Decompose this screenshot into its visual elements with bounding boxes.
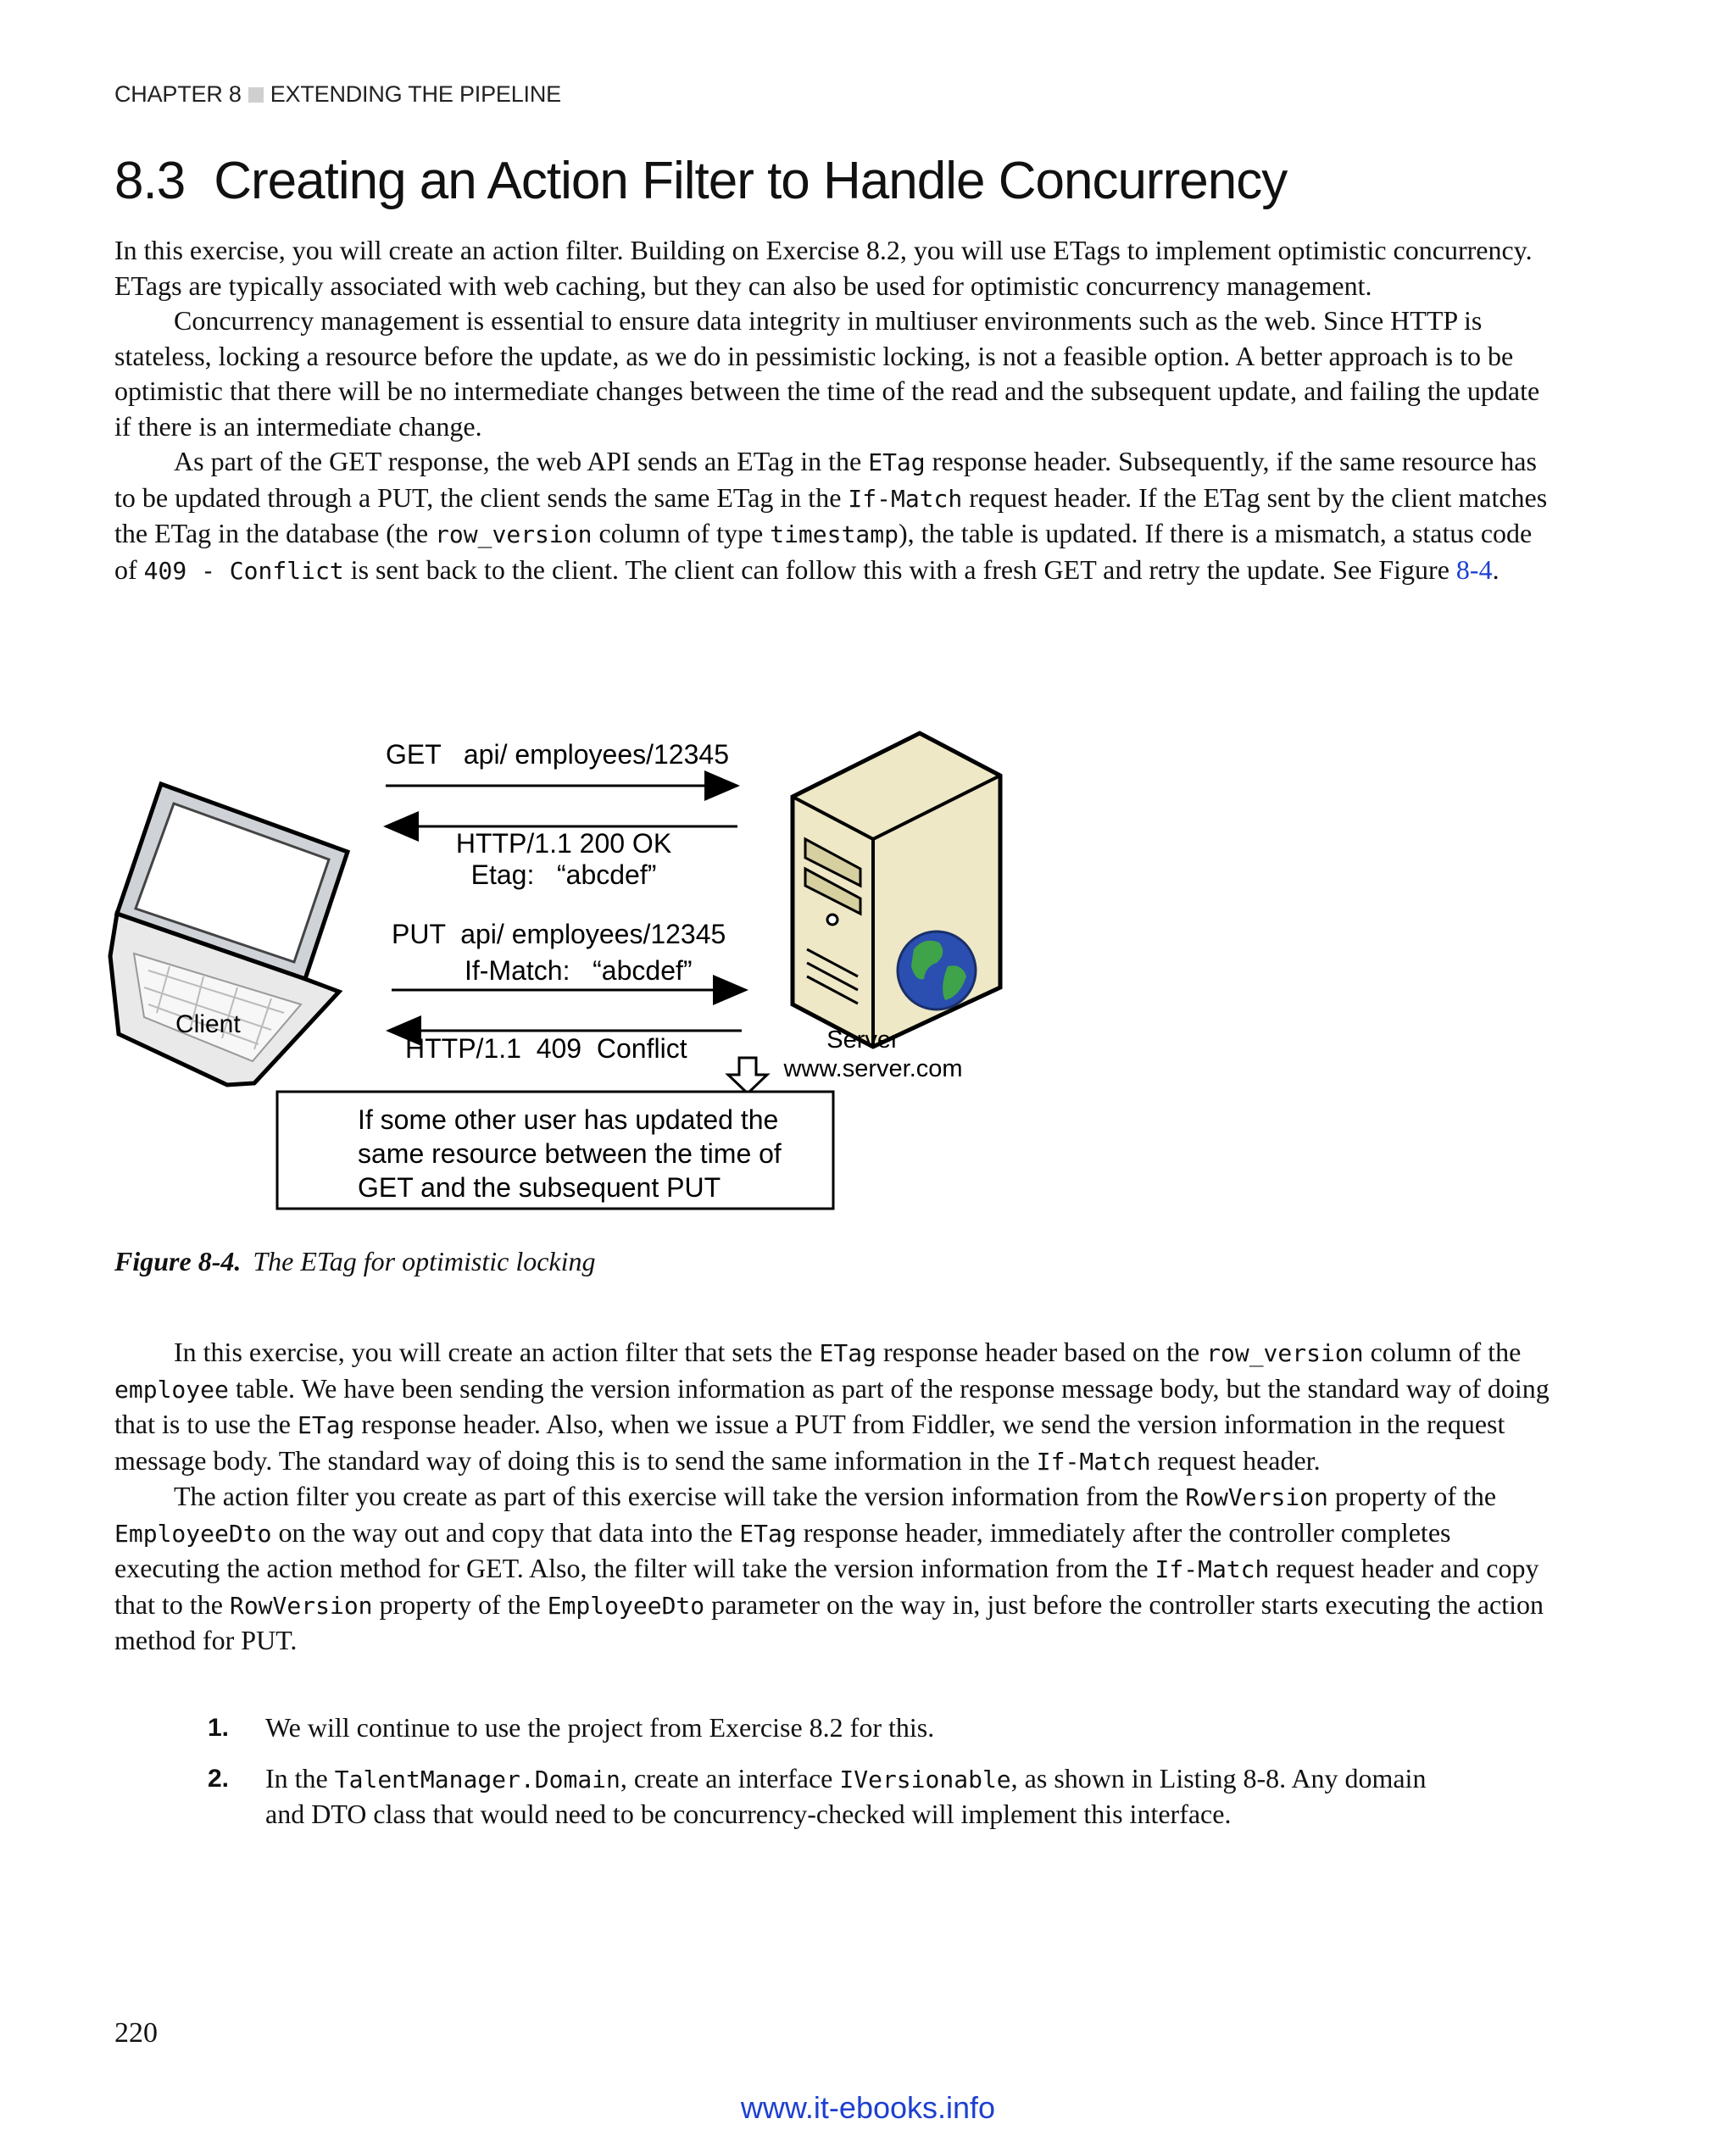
text-run: response header, immediately after the controller completes executing the action method for GET. Also, the filter will take the version information from the (114, 1516, 1451, 1583)
server-label: Server (826, 1026, 899, 1054)
text-run: . (1492, 553, 1500, 585)
code-employeedto: EmployeeDto (114, 1519, 272, 1548)
note-line-2: same resource between the time of (358, 1138, 782, 1169)
chapter-title: EXTENDING THE PIPELINE (270, 81, 561, 107)
note-line-3: GET and the subsequent PUT (358, 1172, 721, 1203)
code-talentmanager-domain: TalentManager.Domain (334, 1765, 620, 1793)
list-item-number: 1. (208, 1714, 230, 1742)
figure-caption-label: Figure 8-4. (114, 1246, 242, 1276)
code-timestamp: timestamp (770, 520, 899, 548)
conflict-response-label: HTTP/1.1 409 Conflict (405, 1033, 687, 1064)
text-run: , as shown in Listing 8-8. Any domain and DTO class that would need to be concurrency-checked will implement this interface. (265, 1762, 1427, 1829)
figure-caption (114, 1246, 596, 1277)
client-label: Client (175, 1010, 241, 1038)
text-run: response header based on the (876, 1337, 1207, 1367)
code-employee: employee (114, 1375, 229, 1404)
steps-list (114, 1710, 1555, 1832)
text-run: In this exercise, you will create an action filter that sets the (174, 1337, 820, 1367)
list-item-number: 2. (208, 1764, 230, 1793)
running-header (114, 81, 561, 108)
code-row-version: row_version (435, 520, 593, 548)
header-separator-square (248, 87, 264, 103)
text-run: The action filter you create as part of this exercise will take the version information from the (174, 1481, 1186, 1511)
get-request-label: GET api/ employees/12345 (386, 739, 729, 770)
text-run: parameter on the way in, just before the controller starts executing the action method for PUT. (114, 1588, 1544, 1655)
figure-link[interactable]: 8-4 (1455, 553, 1493, 585)
text-run: response header. Subsequently, if the same resource has to be updated through a PUT, the client sends the same ETag in the (114, 446, 1537, 513)
code-if-match: If-Match (848, 484, 963, 513)
code-iversionable: IVersionable (839, 1765, 1011, 1793)
code-etag: ETag (297, 1411, 355, 1439)
exercise-text (114, 1335, 1555, 1659)
intro-paragraph-3 (114, 444, 1555, 588)
footer-site-link[interactable]: www.it-ebooks.info (740, 2090, 996, 2125)
text-run: request header and copy that to the (114, 1553, 1539, 1620)
text-run: request header. (1150, 1444, 1321, 1476)
code-row-version: row_version (1206, 1339, 1364, 1367)
section-title: Creating an Action Filter to Handle Concurrency (214, 152, 1288, 210)
if-match-label: If-Match: “abcdef” (465, 955, 693, 986)
note-line-1: If some other user has updated the (358, 1104, 779, 1135)
intro-text (114, 233, 1555, 588)
text-run: property of the (372, 1588, 548, 1620)
etag-response-label: Etag: “abcdef” (470, 859, 657, 890)
intro-paragraph-2: Concurrency management is essential to ensure data integrity in multiuser environments such as the web. Since HTTP is stateless, locking a resource before the update, as we do in pessimistic locking, is not a feasible option. A better approach is to be optimistic that there will be no intermediate changes between the time of the read and the subsequent update, and failing the update if there is an intermediate change. (114, 305, 1540, 442)
text-run: on the way out and copy that data into the (271, 1516, 740, 1548)
exercise-paragraph-2 (114, 1479, 1555, 1659)
laptop-icon (110, 784, 348, 1085)
text-run: , create an interface (620, 1762, 840, 1793)
text-run: We will continue to use the project from Exercise 8.2 for this. (265, 1712, 935, 1743)
page-number: 220 (114, 2017, 158, 2049)
etag-diagram (0, 712, 1736, 1221)
code-etag: ETag (868, 448, 926, 476)
code-rowversion: RowVersion (1185, 1483, 1328, 1511)
code-if-match: If-Match (1036, 1447, 1151, 1476)
ok-response-label: HTTP/1.1 200 OK (455, 828, 672, 859)
server-host-label: www.server.com (783, 1055, 963, 1082)
figure-caption-text: The ETag for optimistic locking (253, 1246, 596, 1276)
code-etag: ETag (739, 1519, 797, 1548)
down-arrow-icon (728, 1058, 767, 1093)
code-if-match: If-Match (1155, 1555, 1270, 1583)
code-etag: ETag (819, 1339, 876, 1367)
intro-paragraph-1: In this exercise, you will create an action filter. Building on Exercise 8.2, you will use ETags to implement optimistic concurrency. ETags are typically associated with web caching, but they can also be used for optimistic concurrency management. (114, 235, 1533, 301)
exercise-paragraph-1 (114, 1335, 1555, 1479)
code-employeedto: EmployeeDto (547, 1591, 705, 1620)
section-heading (114, 151, 1287, 211)
text-run: is sent back to the client. The client can follow this with a fresh GET and retry the update. See Figure (343, 553, 1456, 585)
text-run: table. We have been sending the version information as part of the response message body, but the standard way of doing that is to use the (114, 1372, 1550, 1439)
section-number: 8.3 (114, 152, 186, 210)
code-409-conflict: 409 - Conflict (143, 556, 344, 585)
text-run: request header. If the ETag sent by the client matches the ETag in the database (the (114, 481, 1548, 548)
server-icon (793, 733, 1000, 1047)
code-rowversion: RowVersion (229, 1591, 373, 1620)
text-run: response header. Also, when we issue a PUT from Fiddler, we send the version information in the request message body. The standard way of doing this is to send the same information in the (114, 1409, 1505, 1476)
text-run: column of type (592, 518, 771, 548)
text-run: column of the (1363, 1337, 1522, 1367)
globe-icon (898, 931, 976, 1009)
list-item (114, 1761, 1452, 1832)
chapter-number: CHAPTER 8 (114, 81, 242, 107)
text-run: In the (265, 1762, 335, 1793)
put-request-label: PUT api/ employees/12345 (392, 919, 726, 949)
text-run: As part of the GET response, the web API sends an ETag in the (174, 446, 869, 476)
text-run: ), the table is updated. If there is a mismatch, a status code of (114, 518, 1533, 585)
text-run: property of the (1327, 1481, 1497, 1511)
list-item (114, 1710, 1555, 1746)
